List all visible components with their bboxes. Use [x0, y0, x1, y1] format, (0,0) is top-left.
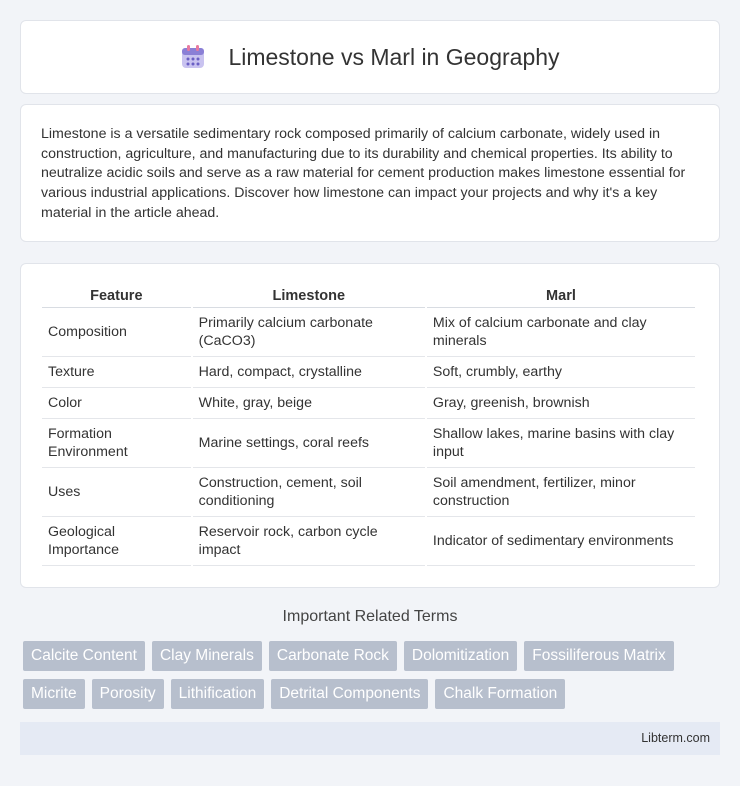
table-cell: Indicator of sedimentary environments: [427, 517, 695, 566]
tag-detrital-components[interactable]: Detrital Components: [271, 679, 428, 709]
intro-text: Limestone is a versatile sedimentary rock composed primarily of calcium carbonate, widely used in construction, agriculture, and manufacturing due to its durability and chemical properties. Its ability to neutralize acidic soils and serve as a raw material for cement production makes limestone essential for various industrial applications. Discover how limestone can impact your projects and why it's a key material in the article ahead.: [41, 126, 686, 221]
table-cell: Soil amendment, fertilizer, minor construction: [427, 468, 695, 517]
tag-carbonate-rock[interactable]: Carbonate Rock: [269, 641, 397, 671]
table-row: [42, 468, 695, 517]
table-cell: Soft, crumbly, earthy: [427, 357, 695, 388]
table-cell: Shallow lakes, marine basins with clay input: [427, 419, 695, 468]
comparison-table-card: [20, 263, 720, 588]
tag-porosity[interactable]: Porosity: [92, 679, 164, 709]
table-cell: Mix of calcium carbonate and clay minerals: [427, 308, 695, 357]
tag-calcite-content[interactable]: Calcite Content: [23, 641, 145, 671]
table-cell: Primarily calcium carbonate (CaCO3): [193, 308, 425, 357]
calendar-icon: [180, 44, 206, 70]
table-cell: Formation Environment: [42, 419, 191, 468]
column-header-feature: Feature: [42, 286, 191, 308]
tag-lithification[interactable]: Lithification: [171, 679, 265, 709]
footer-site-link[interactable]: Libterm.com: [641, 731, 710, 745]
table-cell: Gray, greenish, brownish: [427, 388, 695, 419]
table-cell: Color: [42, 388, 191, 419]
column-header-marl: Marl: [427, 286, 695, 308]
header-card: [20, 20, 720, 94]
related-terms-list: [23, 641, 723, 709]
related-terms-title: Important Related Terms: [282, 608, 458, 625]
footer: [20, 722, 720, 755]
table-row: [42, 517, 695, 566]
tag-fossiliferous-matrix[interactable]: Fossiliferous Matrix: [524, 641, 674, 671]
tag-micrite[interactable]: Micrite: [23, 679, 85, 709]
table-cell: Uses: [42, 468, 191, 517]
table-cell: Construction, cement, soil conditioning: [193, 468, 425, 517]
table-cell: Marine settings, coral reefs: [193, 419, 425, 468]
table-cell: Geological Importance: [42, 517, 191, 566]
table-row: [42, 419, 695, 468]
table-cell: Texture: [42, 357, 191, 388]
tag-clay-minerals[interactable]: Clay Minerals: [152, 641, 262, 671]
comparison-table: [40, 286, 697, 566]
tag-chalk-formation[interactable]: Chalk Formation: [435, 679, 565, 709]
tag-dolomitization[interactable]: Dolomitization: [404, 641, 517, 671]
table-cell: Reservoir rock, carbon cycle impact: [193, 517, 425, 566]
page-title: Limestone vs Marl in Geography: [228, 43, 560, 70]
table-cell: White, gray, beige: [193, 388, 425, 419]
table-row: [42, 357, 695, 388]
table-row: [42, 388, 695, 419]
intro-card: [20, 104, 720, 242]
column-header-limestone: Limestone: [193, 286, 425, 308]
table-header-row: [42, 286, 695, 308]
table-row: [42, 308, 695, 357]
table-cell: Composition: [42, 308, 191, 357]
table-cell: Hard, compact, crystalline: [193, 357, 425, 388]
